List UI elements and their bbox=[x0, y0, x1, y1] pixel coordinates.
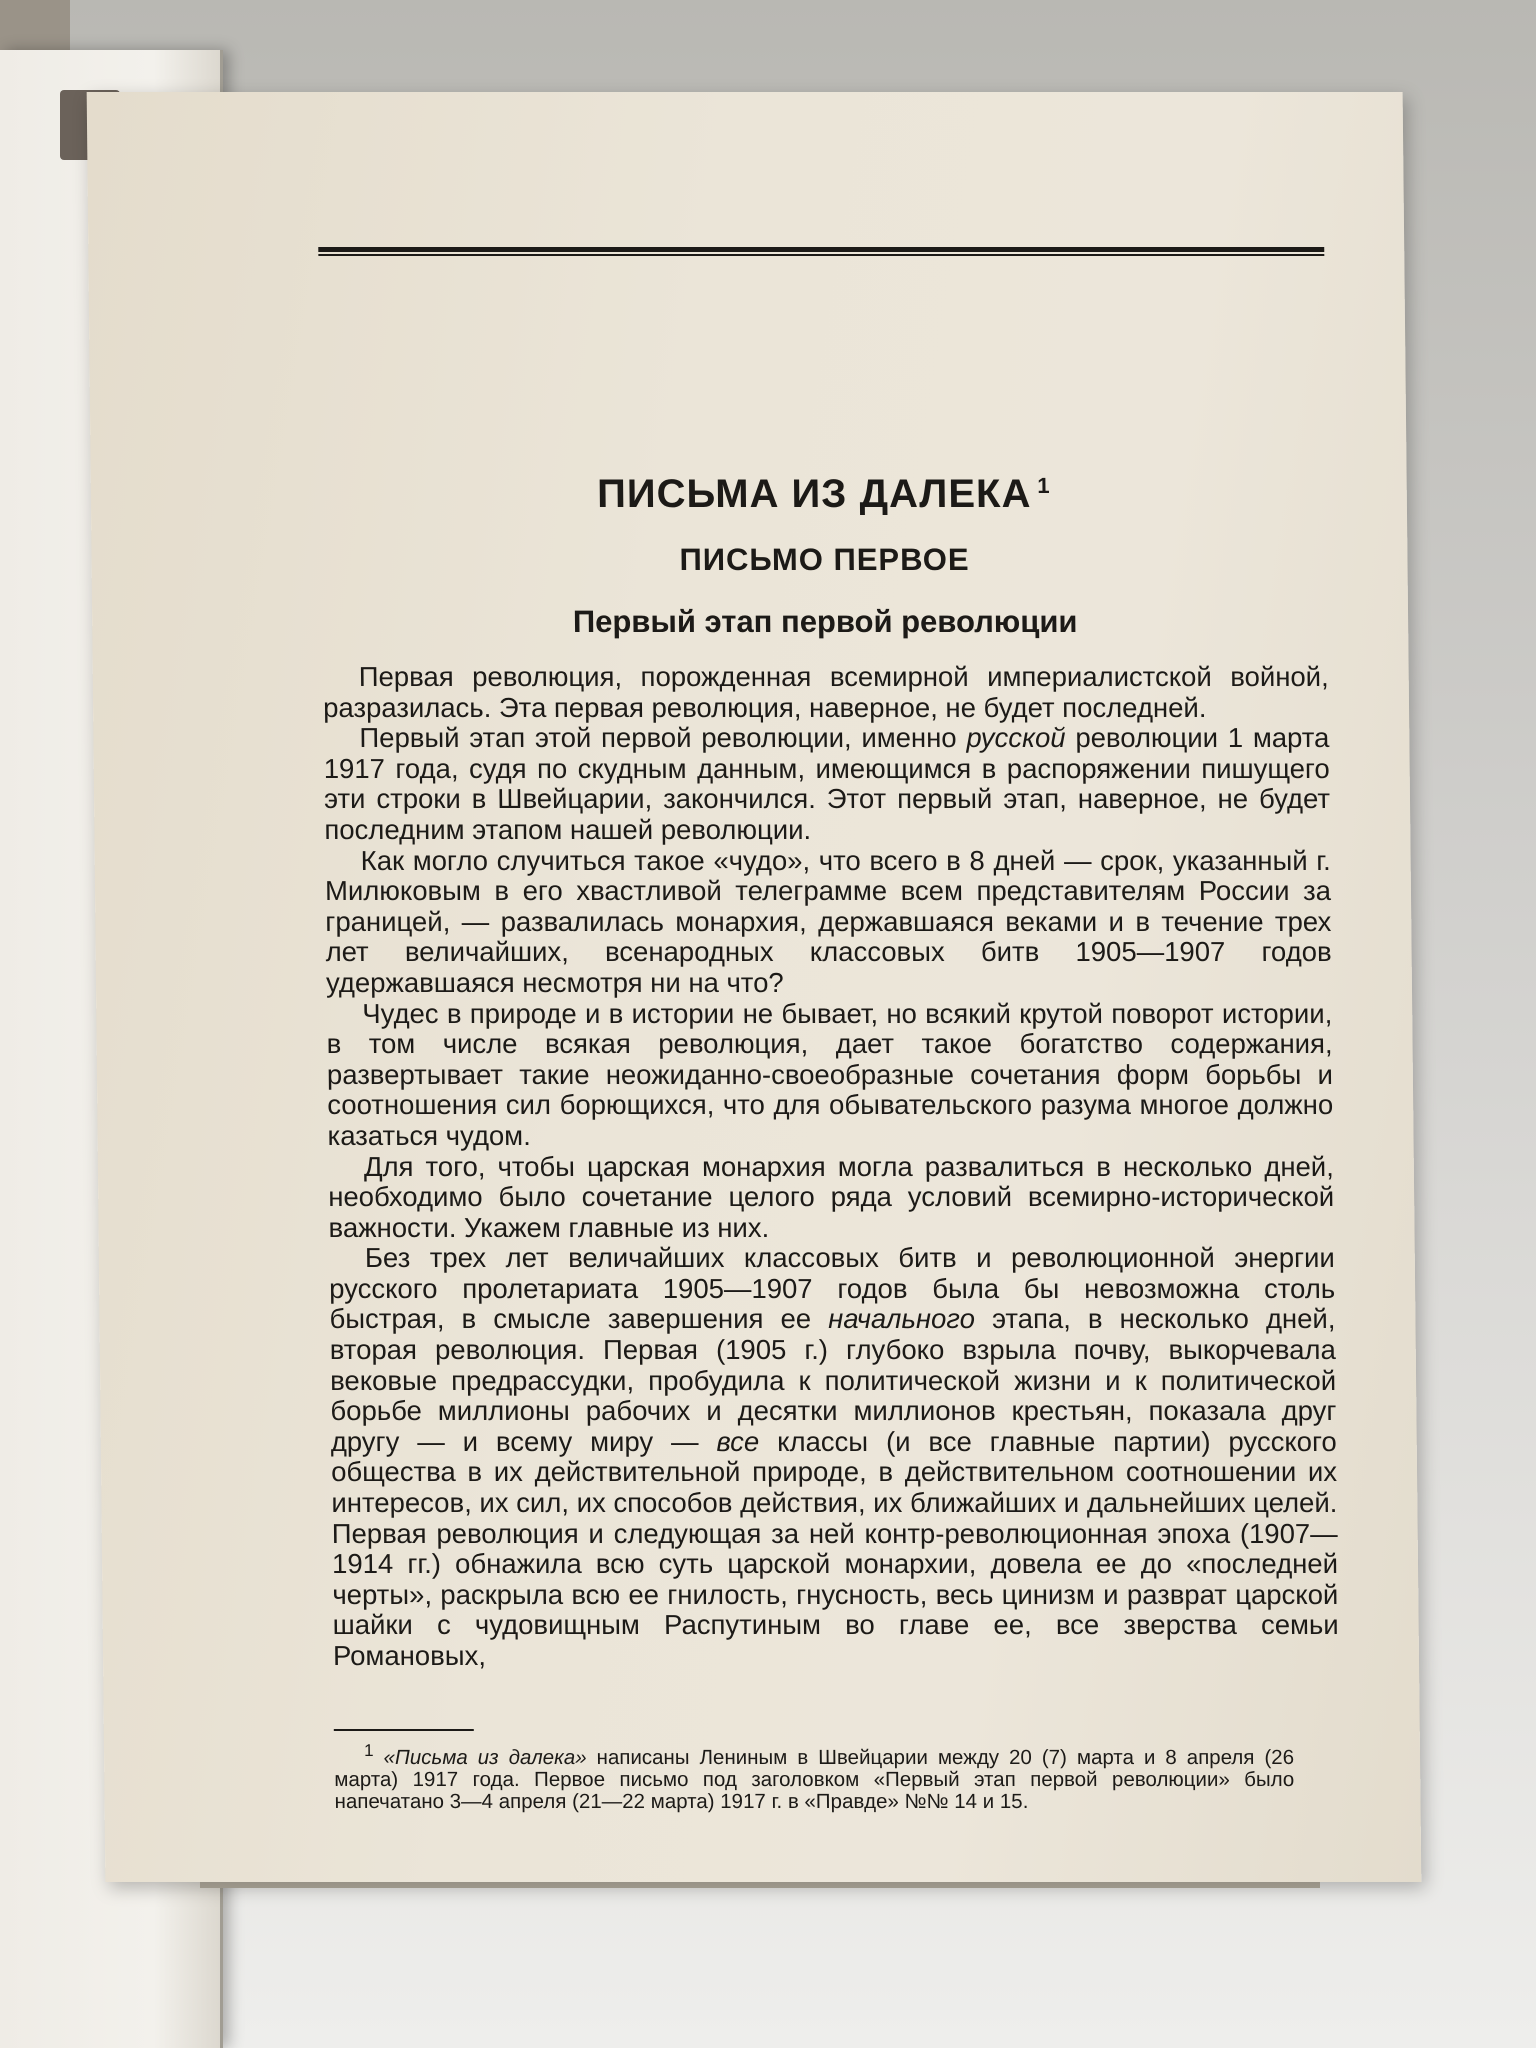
title-text: ПИСЬМА ИЗ ДАЛЕКА bbox=[596, 471, 1032, 516]
page-title bbox=[321, 472, 1327, 517]
book-spine-top bbox=[0, 0, 70, 55]
italic-text: русской bbox=[966, 722, 1066, 754]
footnote-mark: 1 bbox=[363, 1741, 374, 1761]
italic-text: «Письма из далека» bbox=[383, 1745, 587, 1769]
paragraph: Без трех лет величайших классовых битв и революционной энергии русского пролетариата 1905—1907 годов была бы невозможна столь быстрая, в смысле завершения ее начального этапа, в несколько дней, вторая революция. Первая (1905 г.) глубоко взрыла почву, выкорчевала вековые предрассудки, пробудила к политической жизни и к политической борьбе миллионы рабочих и десятки миллионов крестьян, показала друг другу — и всему миру — все классы (и все главные партии) русского общества в их действительной природе, в действительном соотношении их интересов, их сил, их способов действия, их ближайших и дальнейших целей. Первая революция и следующая за ней контр-революционная эпоха (1907—1914 гг.) обнажила всю суть царской монархии, довела ее до «последней черты», раскрыла всю ее гнилость, гнусность, весь цинизм и разврат царской шайки с чудовищным Распутиным во главе ее, все зверства семьи Романовых, bbox=[329, 1242, 1339, 1672]
italic-text: все bbox=[716, 1425, 760, 1457]
paragraph: Первый этап этой первой революции, именно русской революции 1 марта 1917 года, судя по скудным данным, имеющимся в распоряжении пишущего эти строки в Швейцарии, закончился. Этот первый этап, наверное, не будет последним этапом нашей революции. bbox=[323, 722, 1331, 845]
paragraph: Первая революция, порожденная всемирной империалистской войной, разразилась. Эта первая революция, наверное, не будет последней. bbox=[322, 660, 1329, 723]
title-footnote-mark: 1 bbox=[1037, 472, 1051, 498]
footnote bbox=[334, 1740, 1295, 1813]
section-title: Первый этап первой революции bbox=[572, 603, 1078, 639]
footnote-rule bbox=[334, 1729, 474, 1731]
paragraph: Чудес в природе и в истории не бывает, но всякий крутой поворот истории, в том числе всякая революция, дает такое богатство содержания, развертывает такие неожиданно-своеобразные сочетания форм борьбы и соотношения сил борющихся, что для обывательского разума многое должно казаться чудом. bbox=[326, 997, 1334, 1151]
page-content bbox=[317, 92, 1356, 1882]
paragraph: Для того, чтобы царская монархия могла развалиться в несколько дней, необходимо было сочетание целого ряда условий всемирно-исторической важности. Укажем главные из них. bbox=[328, 1150, 1335, 1243]
footnote-text: $^1$ «Письма из далека» написаны Лениным в Швейцарии между 20 (7) марта и 8 апреля (26 марта) 1917 года. Первое письмо под заголовком «Первый этап первой революции» было напечатано 3—4 апреля (21—22 марта) 1917 г. в «Правде» №№ 14 и 15. bbox=[334, 1741, 1295, 1813]
header-rule bbox=[318, 247, 1324, 256]
book-page bbox=[87, 92, 1422, 1882]
italic-text: начального bbox=[827, 1303, 976, 1335]
paragraph: Как могло случиться такое «чудо», что всего в 8 дней — срок, указанный г. Милюковым в его хвастливой телеграмме всем представителям России за границей, — развалилась монархия, державшаяся веками и в течение трех лет величайших, всенародных классовых битв 1905—1907 годов удержавшаяся несмотря ни на что? bbox=[324, 844, 1332, 998]
page-subtitle: ПИСЬМО ПЕРВОЕ bbox=[679, 541, 970, 577]
body-text bbox=[323, 662, 1340, 1672]
